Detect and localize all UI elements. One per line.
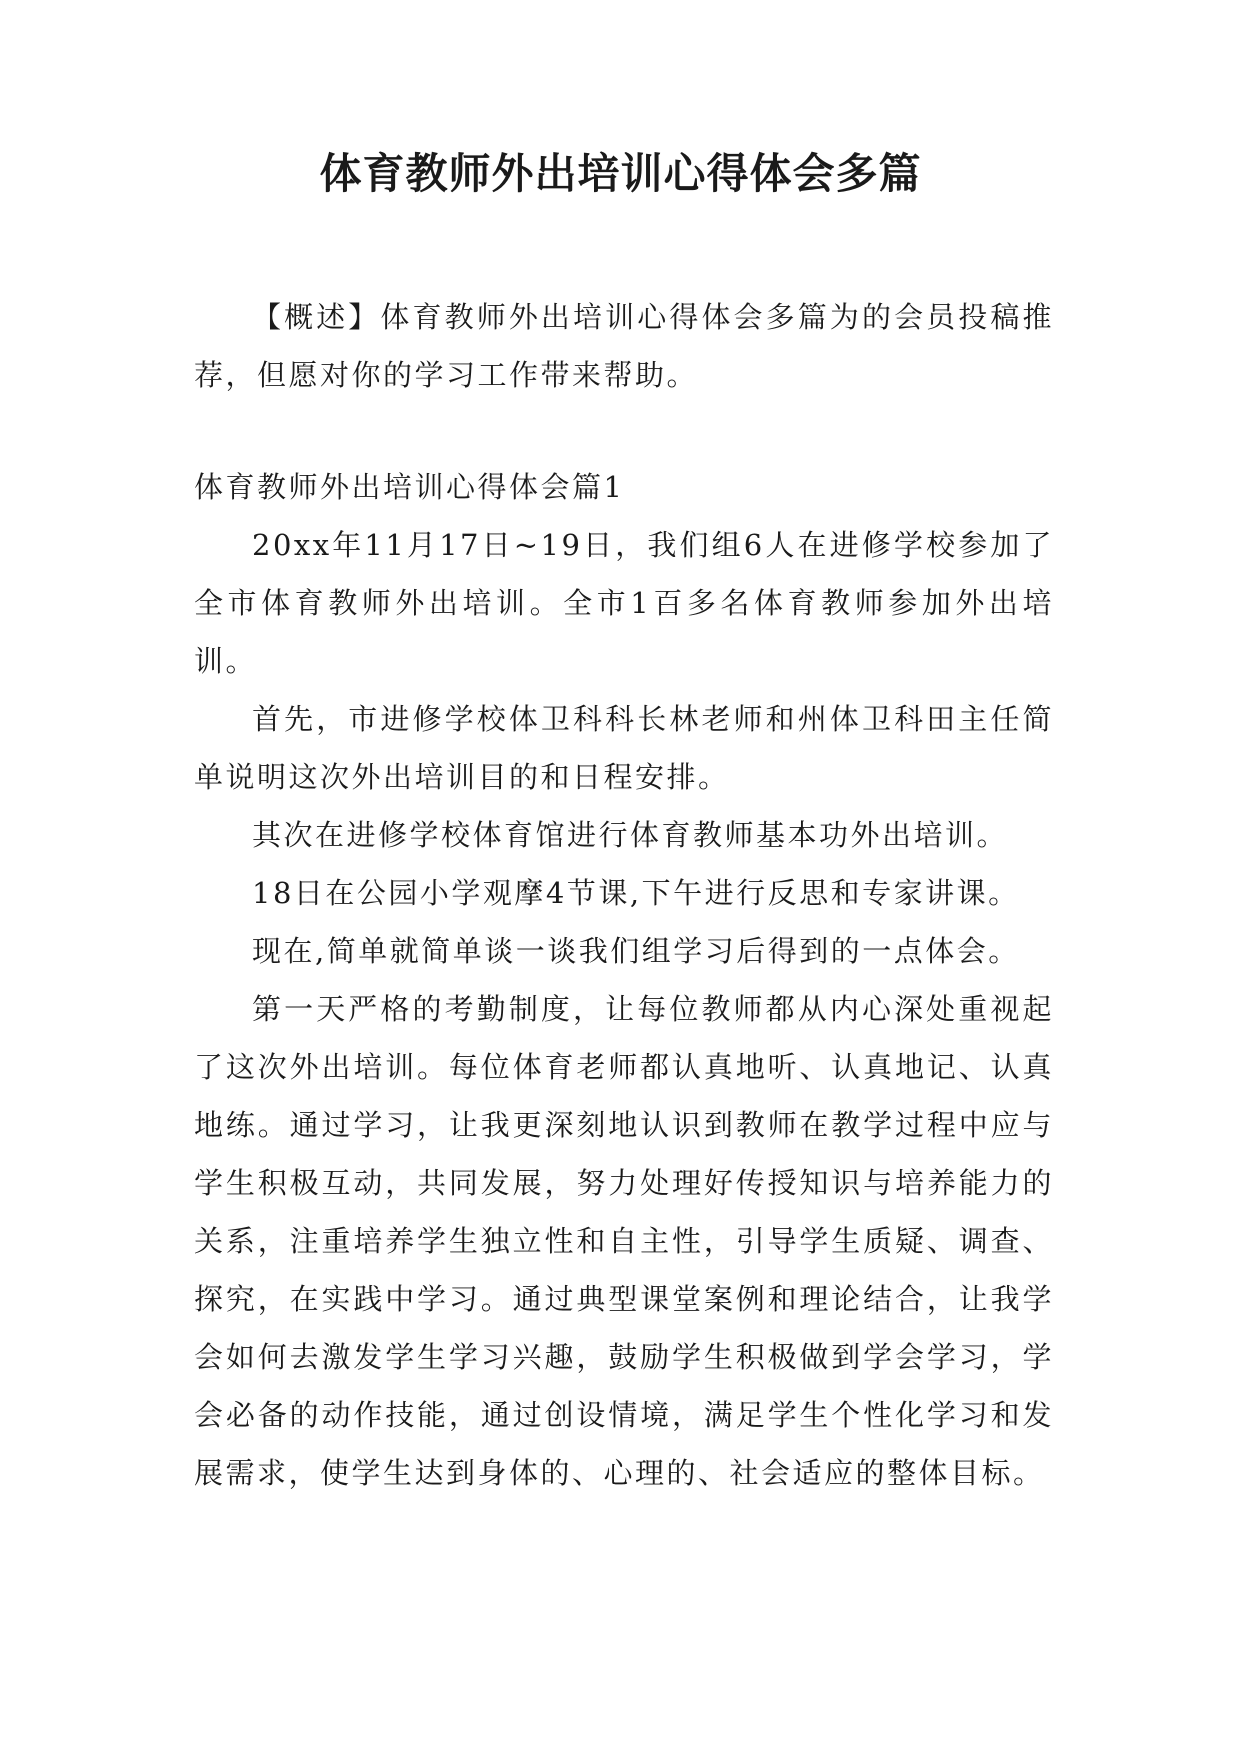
paragraph-3: 其次在进修学校体育馆进行体育教师基本功外出培训。: [252, 818, 1009, 852]
article-body: [194, 458, 1054, 1502]
summary-block: [194, 288, 1054, 404]
paragraph-4: 18日在公园小学观摩4节课,下午进行反思和专家讲课。: [252, 876, 1020, 910]
document-title: 体育教师外出培训心得体会多篇: [319, 149, 922, 198]
paragraph-5: 现在,简单就简单谈一谈我们组学习后得到的一点体会。: [252, 934, 1020, 968]
section-heading: 体育教师外出培训心得体会篇1: [194, 470, 625, 504]
paragraph-1: 20xx年11月17日~19日，我们组6人在进修学校参加了全市体育教师外出培训。全市1百多名体育教师参加外出培训。: [194, 528, 1054, 678]
summary-paragraph: 【概述】体育教师外出培训心得体会多篇为的会员投稿推荐，但愿对你的学习工作带来帮助。: [194, 300, 1054, 392]
paragraph-6: 第一天严格的考勤制度，让每位教师都从内心深处重视起了这次外出培训。每位体育老师都认真地听、认真地记、认真地练。通过学习，让我更深刻地认识到教师在教学过程中应与学生积极互动，共同发展，努力处理好传授知识与培养能力的关系，注重培养学生独立性和自主性，引导学生质疑、调查、探究，在实践中学习。通过典型课堂案例和理论结合，让我学会如何去激发学生学习兴趣，鼓励学生积极做到学会学习，学会必备的动作技能，通过创设情境，满足学生个性化学习和发展需求，使学生达到身体的、心理的、社会适应的整体目标。: [194, 992, 1054, 1490]
paragraph-2: 首先，市进修学校体卫科科长林老师和州体卫科田主任简单说明这次外出培训目的和日程安排。: [194, 702, 1054, 794]
